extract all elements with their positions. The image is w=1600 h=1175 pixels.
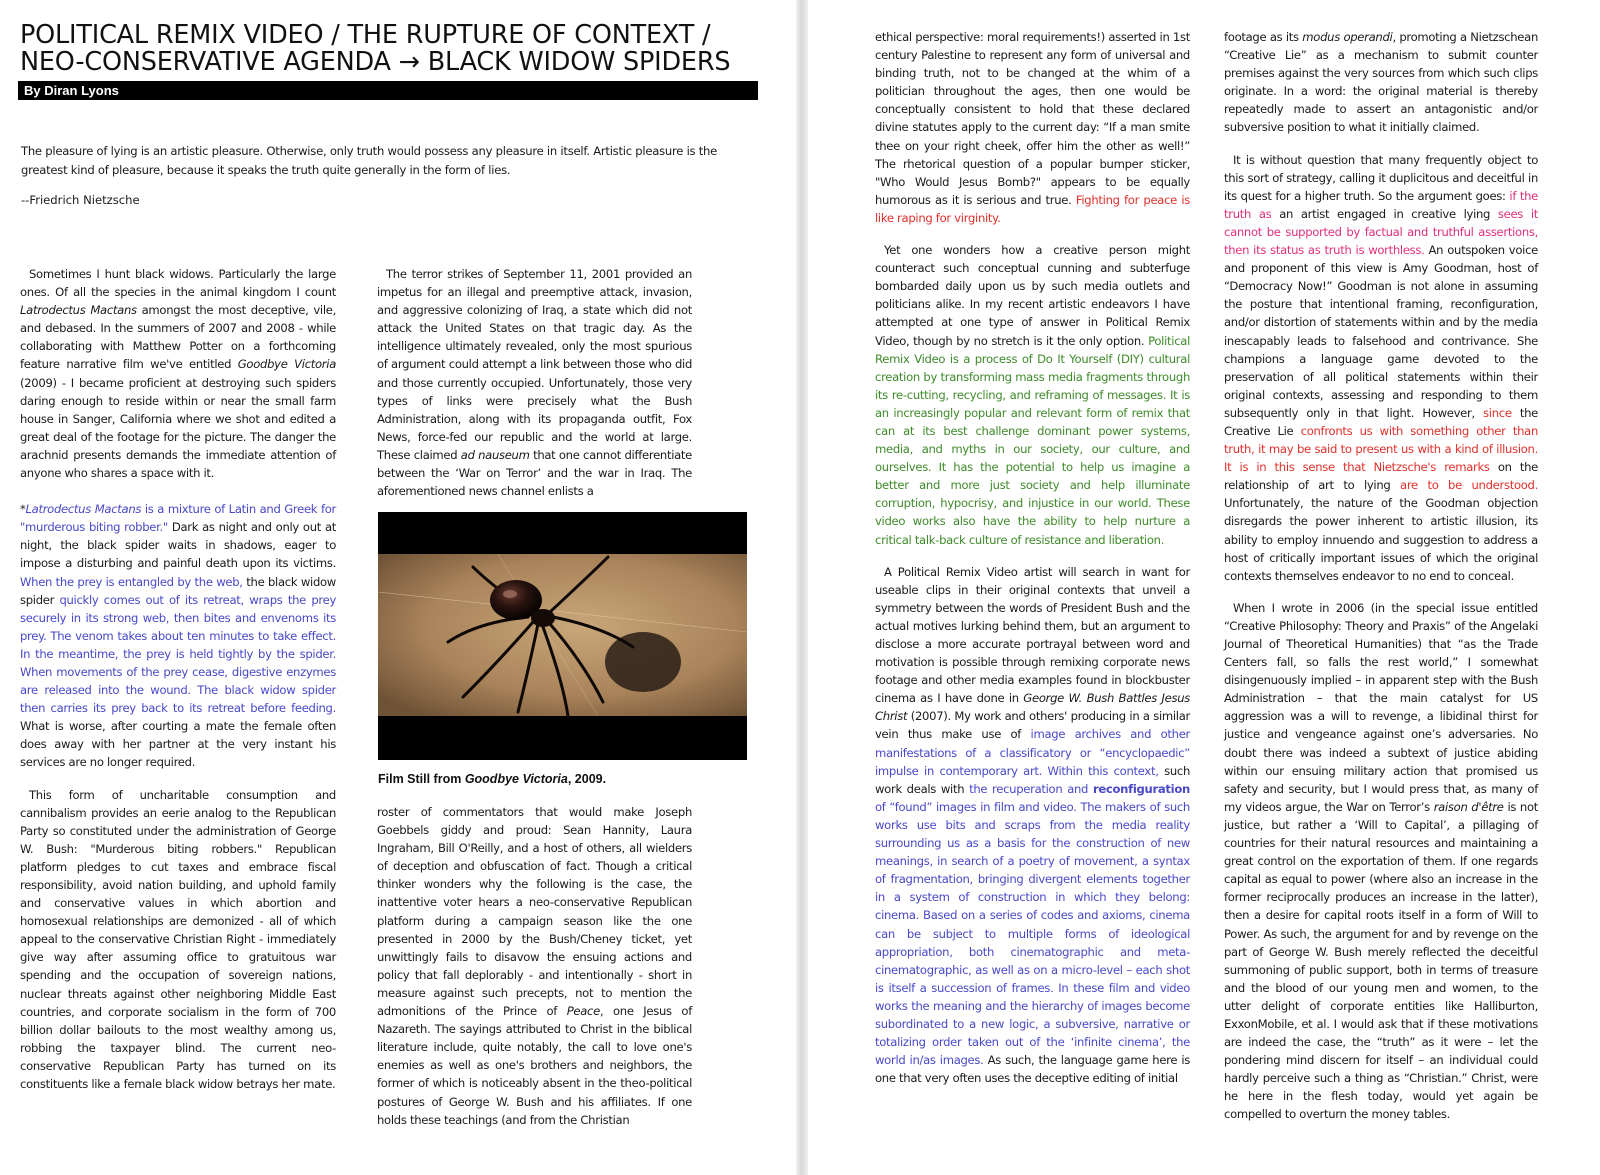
column-2-top xyxy=(377,265,692,514)
col1-paragraph-3: This form of uncharitable consumption and cannibalism provides an eerie analog to the Republican Party so constituted under the administration of George W. Bush: "Murderous biting robbers." Republican platform pledges to cut taxes and embrace fiscal responsibility, avoid nation building, and uphold family and conservative values in which abortion and homosexual relationships are demonized - all of which appeal to the conservative Christian Right - immediately give way after assuming office to gratuitous war spending and the occupation of sovereign nations, nuclear threats against other neighboring Middle East countries, and corporate socialism in the form of 700 billion dollar bailouts to the most wealthy among us, robbing the taxpayer blind. The current neo-conservative Republican Party has turned on its constituents like a female black widow betrays her mate. xyxy=(20,787,336,1092)
col3-paragraph-1: ethical perspective: moral requirements!) asserted in 1st century Palestine to represent any form of universal and binding truth, not to be changed at the whim of a politician throughout the ages, then one would be conceptually consistent to hold that these declared divine statutes apply to the current day: “If a man smite thee on your right cheek, offer him the other as well!” The rhetorical question of a popular bumper sticker, "Who Would Jesus Bomb?" appears to be equally humorous as it is serious and true. Fighting for peace is like raping for virginity. xyxy=(875,30,1190,225)
col4-paragraph-3: When I wrote in 2006 (in the special issue entitled “Creative Philosophy: Theory and Praxis” of the Angelaki Journal of Theoretical Humanities) that “as the Trade Centers fall, so falls the rest world,” I somewhat disingenuously implied – in apparent step with the Bush Administration – that the main catalyst for US aggression was a will to revenge, a libidinal thirst for justice and vengeance against one’s adversaries. No doubt there was indeed a subtext of justice abiding within our ensuing military action that promised us safety and security, but I would press that, as many of my videos argue, the War on Terror’s raison d'être is not justice, but rather a ‘Will to Capital’, a pillaging of countries for their natural resources and maintaining a great control on the exportation of them. If one regards capital as equal to power (where also an increase in the former reciprocally produces an increase in the latter), then a desire for capital roots itself in a form of Will to Power. As such, the argument for and by revenge on the part of George W. Bush merely reflected the deceitful summoning of public support, both in terms of treasure and the blood of our young men and women, to the utter delight of corporate entities like Halliburton, ExxonMobile, et al. I would ask that if these motivations are indeed the case, the “truth” as it were – let the pondering mind discern for itself – an individual could hardly perceive such a thing as “Christian.” Christ, were he here in the flesh today, would yet again be compelled to overturn the money tables. xyxy=(1224,600,1539,1122)
page-gutter xyxy=(796,0,808,1175)
col1-paragraph-1: Sometimes I hunt black widows. Particularly the large ones. Of all the species in the animal kingdom I count Latrodectus Mactans amongst the most deceptive, vile, and debased. In the summers of 2007 and 2008 - while collaborating with Matthew Potter on a forthcoming feature narrative film we've entitled Goodbye Victoria (2009) - I became proficient at destroying such spiders daring enough to reside within or near the small farm house in Sanger, California where we shot and edited a great deal of the footage for the picture. The danger the arachnid presents demands the immediate attention of anyone who shares a space with it. xyxy=(20,267,336,481)
col2-paragraph-2: roster of commentators that would make Joseph Goebbels giddy and proud: Sean Hannity, Laura Ingraham, Bill O'Reilly, and a host of others, all wielders of deception and obfuscation of fact. Though a critical thinker wonders why the following is the case, the inattentive voter hears a neo-conservative Republican platform during a campaign season like the one presented in 2000 by the Bush/Cheney ticket, yet unwittingly fails to disavow the ensuing actions and policy that fall deplorably - and intentionally - short in measure against such precepts, not to mention the admonitions of the Prince of Peace, one Jesus of Nazareth. The sayings attributed to Christ in the biblical literature include, quite notably, the call to love one's enemies as well as one's brothers and neighbors, the former of which is noticeably absent in the theo-political postures of George W. Bush and his affiliates. If one holds these teachings (and from the Christian xyxy=(377,805,692,1127)
col3-paragraph-2: Yet one wonders how a creative person might counteract such conceptual cunning and subterfuge bombarded daily upon us by such media outlets and politicians alike. In my recent artistic endeavors I have attempted at one type of answer in Political Remix Video, though by no stretch is it the only option. Political Remix Video is a process of Do It Yourself (DIY) cultural creation by transforming mass media fragments through its re-cutting, recycling, and reframing of messages. It is an increasingly popular and relevant form of remix that can at its best challenge dominant power systems, media, and myths in our society, our culture, and ourselves. It has the potential to help us imagine a better and more just society and help illuminate corruption, hypocrisy, and injustice in our world. These video works also have the ability to help nurture a critical talk-back culture of resistance and liberation. xyxy=(875,243,1190,547)
column-2-bottom xyxy=(377,803,692,1143)
col4-paragraph-1: footage as its modus operandi, promoting a Nietzschean “Creative Lie” as a mechanism to submit counter premises against the very sources from which such clips originate. In a word: the original material is thereby repeatedly made to assert an antagonistic and/or subversive position to what it initially claimed. xyxy=(1224,30,1538,135)
col1-paragraph-2: *Latrodectus Mactans is a mixture of Latin and Greek for "murderous biting robber." Dark as night and only out at night, the black spider waits in shadows, eager to impose a disturbing and painful death upon its victims. When the prey is entangled by the web, the black widow spider quickly comes out of its retreat, wraps the prey securely in its strong web, then bites and envenoms its prey. The venom takes about ten minutes to take effect. In the meantime, the prey is held tightly by the spider. When movements of the prey cease, digestive enzymes are released into the wound. The black widow spider then carries its prey back to its retreat before feeding. What is worse, after courting a mate the female often does away with her partner at the very instant his services are no longer required. xyxy=(20,502,337,770)
col2-paragraph-1: The terror strikes of September 11, 2001 provided an impetus for an illegal and preemptive attack, invasion, and aggressive colonizing of Iraq, a state which did not attack the United States on that tragic day. As the intelligence ultimately revealed, only the most spurious of argument could attempt a link between those who did and those currently occupied. Unfortunately, those very types of links were precisely what the Bush Administration, along with its propaganda outfit, Fox News, force-fed our republic and the world at large. These claimed ad nauseum that one cannot differentiate between the ‘War on Terror’ and the war in Iraq. The aforementioned news channel enlists a xyxy=(377,267,692,499)
black-widow-spider-photo xyxy=(378,512,747,760)
col3-paragraph-3: A Political Remix Video artist will search in want for useable clips in their original contexts that unveil a symmetry between the words of President Bush and the actual motives lurking behind them, but an argument to disclose a more accurate portrayal between word and motivation is possible through remixing corporate news footage and other media examples found in blockbuster cinema as I have done in George W. Bush Battles Jesus Christ (2007). My work and others' producing in a similar vein thus make use of image archives and other manifestations of a classificatory or “encyclopaedic” impulse in contemporary art. Within this context, such work deals with the recuperation and reconfiguration of “found” images in film and video. The makers of such works use bits and scraps from the media reality surrounding us as a basis for the construction of new meanings, in search of a poetry of movement, a syntax of fragmentation, bringing divergent elements together in a system of construction in which they belong: cinema. Based on a series of codes and axioms, cinema can be subject to multiple forms of ideological appropriation, both cinematographic and meta-cinematographic, as well as on a micro-level – each shot is itself a succession of frames. In these film and video works the meaning and the hierarchy of images become subordinated to a new logic, a subversive, narrative or totalizing order taken out of the ‘infinite cinema’, the world in/as images. As such, the language game here is one that very often uses the deceptive editing of initial xyxy=(875,564,1191,1086)
byline-text: By Diran Lyons xyxy=(24,83,119,98)
column-1 xyxy=(20,265,336,1107)
column-3 xyxy=(875,28,1190,1101)
byline-bar xyxy=(18,81,758,100)
film-still-image xyxy=(378,512,747,760)
column-4 xyxy=(1224,28,1538,1138)
epigraph-quote xyxy=(21,142,718,179)
epigraph-text: The pleasure of lying is an artistic pleasure. Otherwise, only truth would possess any pleasure in itself. Artistic pleasure is the greatest kind of pleasure, because it speaks the truth quite generally in the form of lies. xyxy=(21,144,718,177)
title-line-2: NEO-CONSERVATIVE AGENDA → BLACK WIDOW SPIDERS xyxy=(20,47,731,77)
figure-caption: Film Still from Goodbye Victoria, 2009. xyxy=(378,772,607,786)
article-title xyxy=(20,22,760,76)
col4-paragraph-2: It is without question that many frequently object to this sort of strategy, calling it duplicitous and deceitful in its quest for a higher truth. So the argument goes: if the truth as an artist engaged in creative lying sees it cannot be supported by factual and truthful assertions, then its status as truth is worthless. An outspoken voice and proponent of this view is Amy Goodman, host of “Democracy Now!” Goodman is not alone in assuming the posture that intentional framing, reconfiguration, and/or distortion of statements within and by the media inescapably leads to falsehood and contrivance. She champions a language game devoted to the preservation of all political statements within their original contexts, assessing and responding to them subsequently only in that light. However, since the Creative Lie confronts us with something other than truth, it may be said to present us with a kind of illusion. It is in this sense that Nietzsche's remarks on the relationship of art to lying are to be understood. Unfortunately, the nature of the Goodman objection disregards the power inherent to artistic illusion, its ability to employ innuendo and suggestion to address a host of critically important issues of which the original contexts themselves endeavor to no end to conceal. xyxy=(1224,152,1539,583)
title-line-1: POLITICAL REMIX VIDEO / THE RUPTURE OF CONTEXT / xyxy=(20,20,711,50)
epigraph-author: --Friedrich Nietzsche xyxy=(21,193,140,207)
